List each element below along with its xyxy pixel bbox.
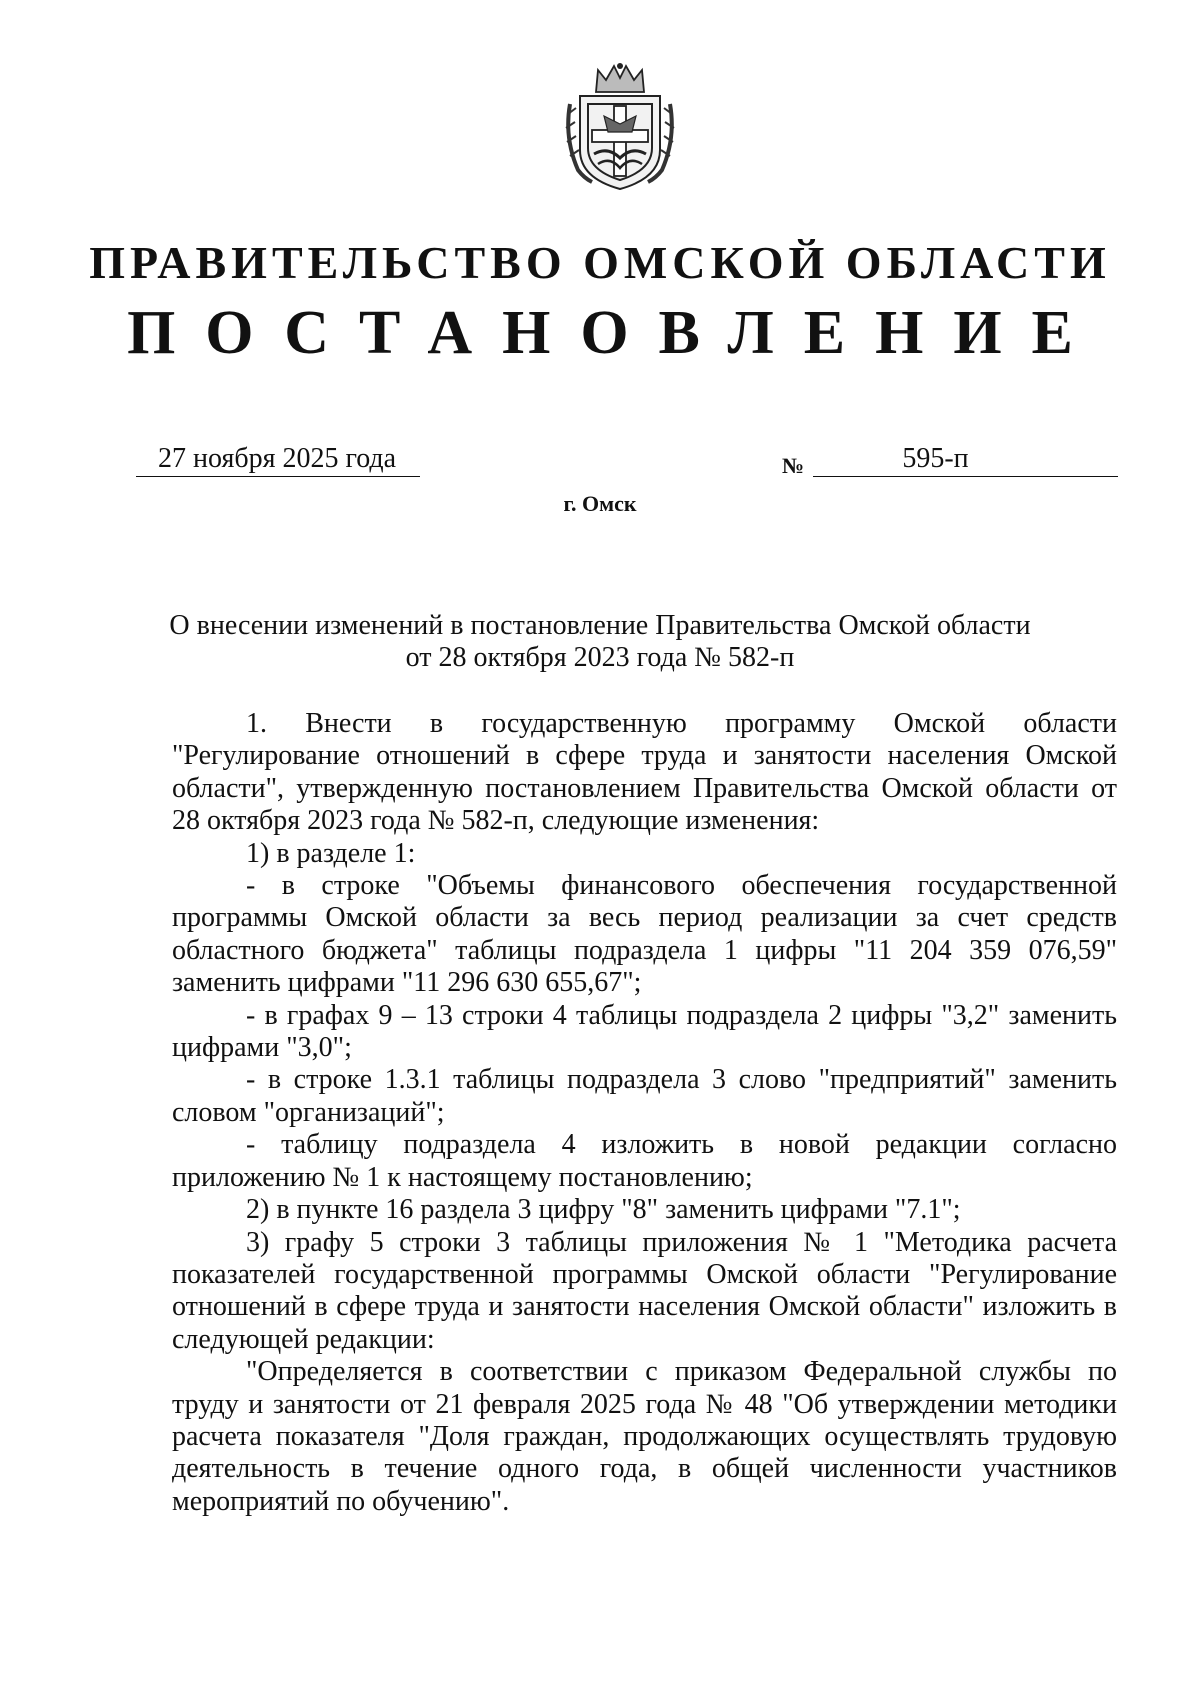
coat-of-arms-emblem [558, 58, 682, 192]
document-number: 595-п [813, 442, 1118, 477]
subject-line: О внесении изменений в постановление Правительства Омской области [169, 610, 1031, 641]
paragraph: - в строке "Объемы финансового обеспечения государственной программы Омской области за весь период реализации за счет средств областного бюджета" таблицы подраздела 1 цифры "11 204 359 076,59" заменить цифрами "11 296 630 655,67"; [172, 870, 1117, 999]
paragraph: - таблицу подраздела 4 изложить в новой редакции согласно приложению № 1 к настоящему постановлению; [172, 1129, 1117, 1193]
paragraph: 2) в пункте 16 раздела 3 цифру "8" заменить цифрами "7.1"; [246, 1194, 961, 1226]
number-label: № [782, 453, 805, 478]
document-date: 27 ноября 2025 года [136, 442, 420, 477]
paragraph: "Определяется в соответствии с приказом Федеральной службы по труду и занятости от 21 февраля 2025 года № 48 "Об утверждении методики расчета показателя "Доля граждан, продолжающих осуществлять трудовую деятельность в течение одного года, в общей численности участников мероприятий по обучению". [172, 1356, 1117, 1517]
document-body [172, 708, 1117, 1518]
city: г. Омск [563, 491, 637, 516]
paragraph: 1. Внести в государственную программу Омской области "Регулирование отношений в сфере труда и занятости населения Омской области", утвержденную постановлением Правительства Омской области от 28 октября 2023 года № 582-п, следующие изменения: [172, 708, 1117, 837]
paragraph: - в строке 1.3.1 таблицы подраздела 3 слово "предприятий" заменить словом "организаций"; [172, 1064, 1117, 1128]
document-type: ПОСТАНОВЛЕНИЕ [127, 299, 1103, 367]
paragraph: 3) графу 5 строки 3 таблицы приложения № 1 "Методика расчета показателей государственной программы Омской области "Регулирование отношений в сфере труда и занятости населения Омской области" изложить в следующей редакции: [172, 1226, 1117, 1355]
government-title: ПРАВИТЕЛЬСТВО ОМСКОЙ ОБЛАСТИ [89, 237, 1111, 288]
paragraph: 1) в разделе 1: [246, 837, 416, 869]
document-subject [150, 610, 1050, 674]
paragraph: - в графах 9 – 13 строки 4 таблицы подраздела 2 цифры "3,2" заменить цифрами "3,0"; [172, 999, 1117, 1064]
subject-line: от 28 октября 2023 года № 582-п [405, 642, 795, 673]
